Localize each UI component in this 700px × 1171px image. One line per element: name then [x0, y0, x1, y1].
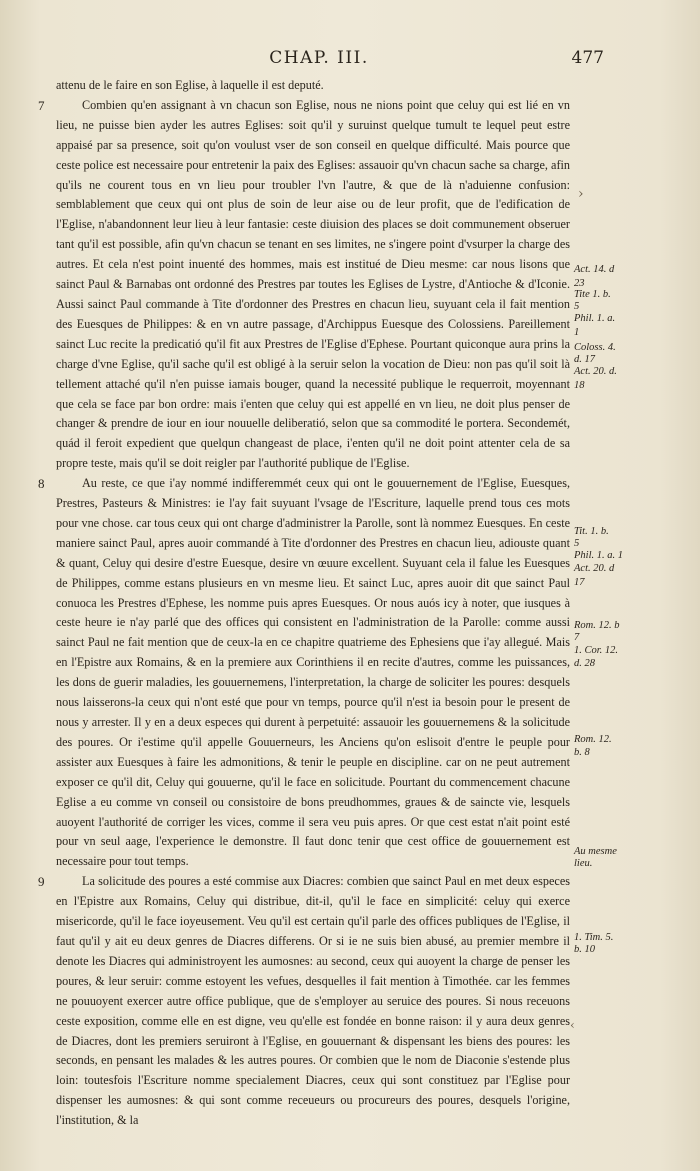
- paragraph-number: 8: [38, 476, 45, 492]
- margin-note: Act. 20. d.: [574, 366, 617, 377]
- margin-note: lieu.: [574, 858, 593, 869]
- margin-note: Tite 1. b.: [574, 289, 611, 300]
- paragraph-continuation: [56, 76, 570, 96]
- paragraph-8: [38, 474, 570, 872]
- margin-note: Act. 20. d: [574, 563, 615, 574]
- margin-note: b. 8: [574, 747, 590, 758]
- margin-note: 18: [574, 380, 585, 391]
- margin-note: Act. 14. d: [574, 264, 615, 275]
- margin-note: 23: [574, 278, 585, 289]
- margin-note: 5: [574, 538, 580, 549]
- page-number: 477: [571, 48, 604, 68]
- main-text-column: [38, 76, 570, 1131]
- margin-note: d. 17: [574, 354, 595, 365]
- margin-note: Coloss. 4.: [574, 342, 616, 353]
- margin-note: Rom. 12.: [574, 734, 612, 745]
- margin-mark: ›: [578, 186, 584, 202]
- page-header: [56, 48, 604, 72]
- margin-note: 1. Tim. 5.: [574, 932, 614, 943]
- margin-note: 1. Cor. 12.: [574, 645, 619, 656]
- paragraph-9: [38, 872, 570, 1131]
- paragraph-7: [38, 96, 570, 474]
- margin-note: d. 28: [574, 658, 595, 669]
- margin-note: 7: [574, 632, 580, 643]
- paragraph-text: Au reste, ce que i'ay nommé indifferemmét ceux qui ont le gouuernement de l'Eglise, Euesques, Prestres, Pasteurs & Ministres: ie l'ay fait suyuant l'vsage de l'Escriture, laquelle prend tous ces mots pour vne chose. car tous ceux qui ont charge d'administrer la Parolle, sont là nommez Euesques. En ceste maniere sainct Paul, apres auoir commandé à Tite d'ordonner des Prestres en chacun lieu, adiouste quant & quant, Celuy qui desire d'estre Euesque, desire vn œuure excellent. Suyuant cela il falue les Euesques de Philippes, comme estans plusieurs en vn mesme lieu. Et sainct Luc, apres auoir dit que sainct Paul conuoca les Prestres d'Ephese, les nomme puis apres Euesques. Or nous auós icy à noter, que iusques à ceste heure ie n'ay parlé que des offices qui consistent en l'administration de la Parolle: comme aussi sainct Paul ne fait mention que de ceux-la en ce chapitre quatrieme des Ephesiens que i'ay allegué. Mais en l'Epistre aux Romains, & en la premiere aux Corinthiens il en recite d'autres, comme les puissances, les dons de guerir maladies, les gouuernemens, l'interpretation, la charge de soliciter les poures: desquels nous laisserons-la ceux qui n'ont esté que pour vn temps, pource qu'il n'est ia besoin pour le present de nous y arrester. Il y en a deux especes qui durent à perpetuité: assauoir les gouuernemens & la solicitude des poures. Or i'estime qu'il appelle Gouuerneurs, les Anciens qu'on eslisoit d'entre le peuple pour assister aux Euesques à faire les admonitions, & tenir le peuple en discipline. car on ne peut autrement exposer ce qu'il dit, Celuy qui gouuerne, qu'il le face en solicitude. Pourtant du commencement chacune Eglise a eu comme vn conseil ou consistoire de bons preudhommes, graues & de saincte vie, lesquels auoyent l'authorité de corriger les vices, comme il sera veu puis apres. Or que cest estat n'ait point esté pour vn seul aage, l'experience le demonstre. Il faut donc tenir que cest office de gouuernement est necessaire pour tout temps.: [56, 476, 570, 869]
- margin-note: 17: [574, 577, 585, 588]
- margin-note: 1: [574, 327, 580, 338]
- running-head: CHAP. III.: [269, 48, 369, 68]
- margin-note: Phil. 1. a. 1: [574, 550, 623, 561]
- margin-note: Rom. 12. b: [574, 620, 620, 631]
- margin-note: Tit. 1. b.: [574, 526, 609, 537]
- paragraph-number: 9: [38, 874, 45, 890]
- margin-note: Au mesme: [574, 846, 617, 857]
- paragraph-text: La solicitude des poures a esté commise aux Diacres: combien que sainct Paul en met deux especes en l'Epistre aux Romains, Celuy qui distribue, dit-il, qu'il le face en simplicité: celuy qui exerce misericorde, qu'il le face ioyeusement. Veu qu'il est certain qu'il parle des offices publiques de l'Eglise, il faut qu'il y ait eu deux genres de Diacres differens. Or si ie ne suis bien abusé, au premier membre il denote les Diacres qui administroyent les aumosnes: au second, ceux qui auoyent la charge de penser les poures, & leur seruir: comme estoyent les vefues, desquelles il fait mention à Timothée. car les femmes ne pouuoyent exercer autre office publique, que de s'employer au seruice des poures. Si nous receuons ceste exposition, comme elle en est digne, veu qu'elle est fondée en bonne raison: il y aura deux genres de Diacres, dont les premiers seruiront à l'Eglise, en gouuernant & dispensant les biens des poures: les seconds, en pensant les malades & les autres poures. Or combien que le nom de Diaconie s'estende plus loin: toutesfois l'Escriture nomme specialement Diacres, ceux qui sont constituez par l'Eglise pour dispenser les aumosnes: & qui sont comme receueurs ou procureurs des poures, desquels l'origine, l'institution, & la: [56, 874, 570, 1128]
- paragraph-text: attenu de le faire en son Eglise, à laquelle il est deputé.: [56, 78, 324, 92]
- margin-mark: ‹: [570, 1018, 575, 1032]
- paragraph-number: 7: [38, 97, 45, 113]
- margin-note: Phil. 1. a.: [574, 313, 616, 324]
- margin-note: 5: [574, 301, 580, 312]
- paragraph-text: Combien qu'en assignant à vn chacun son Eglise, nous ne nions point que celuy qui est lié en vn lieu, ne puisse bien ayder les autres Eglises: soit qu'il y suruinst quelque tumult te lequel peut estre appaisé par sa presence, soit qu'on voulust vser de son conseil en quelque difficulté. Mais pource que ceste police est necessaire pour entretenir la paix des Eglises: assauoir qu'vn chacun sache sa charge, afin qu'ils ne courent tous en vn lieu pour troubler l'vn l'autre, & que de là n'aduienne confusion: semblablement que ceux qui ont plus de soin de leur aise ou de leur profit, que de l'edification de l'Eglise, n'abandonnent leur lieu à leur fantasie: ceste diuision des places se doit communement obseruer tant qu'il est possible, afin qu'vn chacun se tenant en ses limites, ne s'ingere point d'vsurper la charge des autres. Et cela n'est point inuenté des hommes, mais est institué de Dieu mesme: car nous lisons que sainct Paul & Barnabas ont ordonné des Prestres par toutes les Eglises de Lystre, d'Antioche & d'Iconie. Aussi sainct Paul commande à Tite d'ordonner des Prestres en chacun lieu, suyuant cela il fait mention des Euesques de Philippes: & en vn autre passage, d'Archippus Euesque des Colossiens. Pareillement sainct Luc recite la predicatió qu'il fit aux Prestres de l'Eglise d'Ephese. Pourtant quiconque aura prins la charge d'vne Eglise, qu'il sache qu'il est obligé à la seruir selon la vocation de Dieu: non pas qu'il soit là tellement attaché qu'il n'en puisse iamais bouger, quand la necessité publique le requerroit, moyennant que cela se face par bon ordre: mais i'enten que celuy qui est appellé en vn lieu, ne doit plus penser de changer & prendre de iour en iour nouuelle deliberatió, selon que sa commodité le portera. Secondemét, quád il feroit expedient que quelqun changeast de place, i'enten qu'il ne doit point attenter cela de sa propre teste, mais qu'il se doit reigler par l'authorité publique de l'Eglise.: [56, 97, 570, 471]
- margin-note: b. 10: [574, 944, 595, 955]
